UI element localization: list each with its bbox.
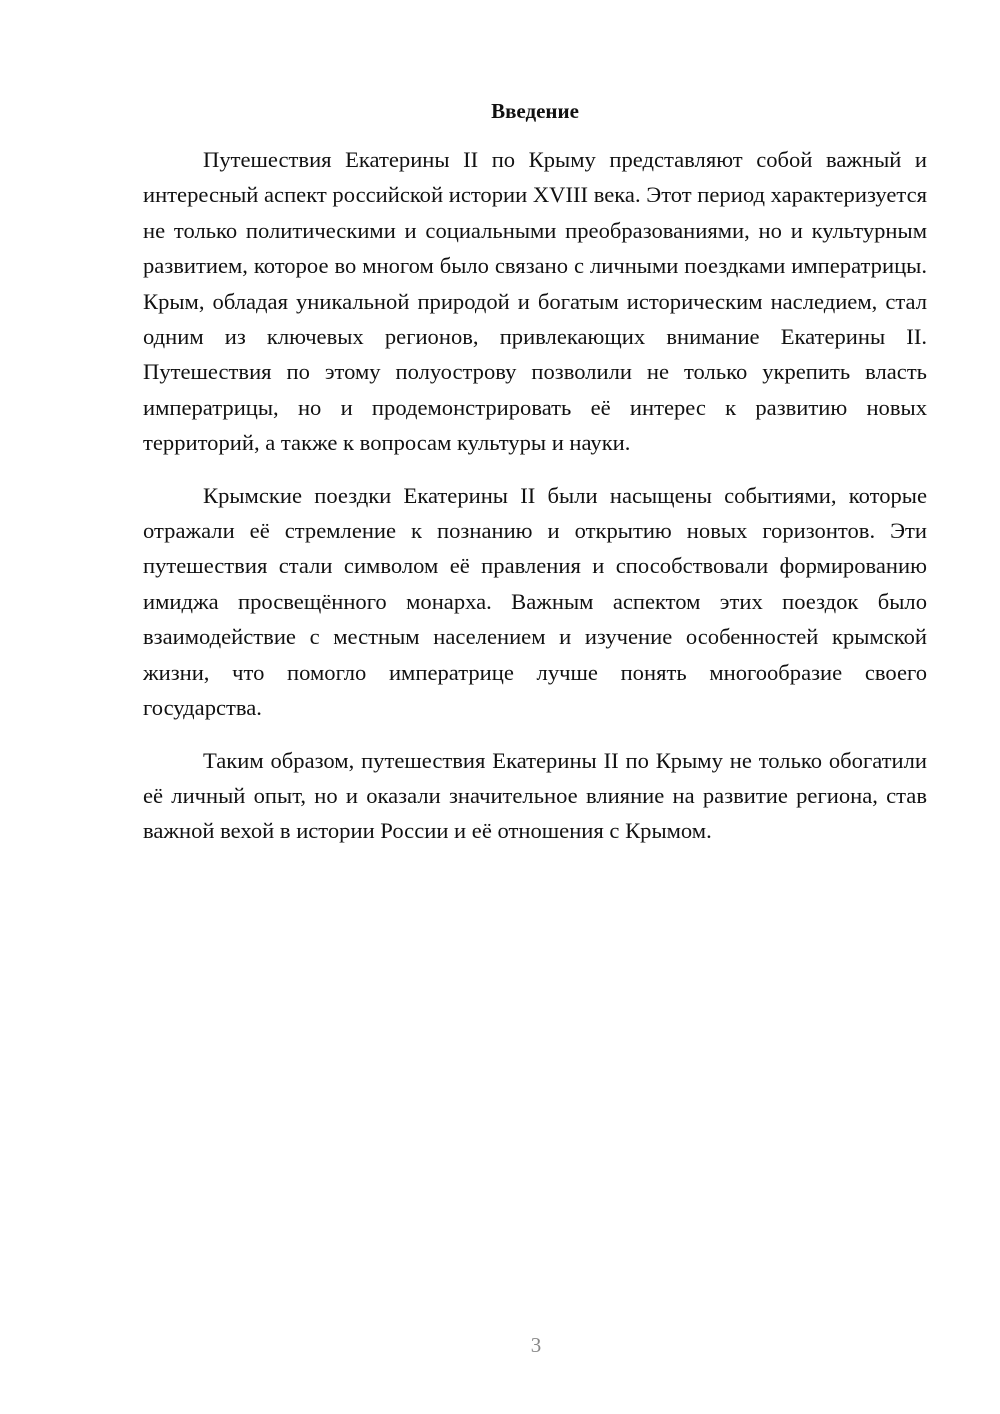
- section-heading: Введение: [491, 99, 579, 123]
- paragraph-1: Путешествия Екатерины II по Крыму представляют собой важный и интересный аспект российской истории XVIII века. Этот период характеризуется не только политическими и социальными преобразованиями, но и культурным развитием, которое во многом было связано с личными поездками императрицы. Крым, обладая уникальной природой и богатым историческим наследием, стал одним из ключевых регионов, привлекающих внимание Екатерины II. Путешествия по этому полуострову позволили не только укрепить власть императрицы, но и продемонстрировать её интерес к развитию новых территорий, а также к вопросам культуры и науки.: [143, 147, 927, 456]
- paragraph-2: Крымские поездки Екатерины II были насыщены событиями, которые отражали её стремление к познанию и открытию новых горизонтов. Эти путешествия стали символом её правления и способствовали формированию имиджа просвещённого монарха. Важным аспектом этих поездок было взаимодействие с местным населением и изучение особенностей крымской жизни, что помогло императрице лучше понять многообразие своего государства.: [143, 482, 927, 721]
- body-text: [143, 142, 927, 866]
- paragraph-3: Таким образом, путешествия Екатерины II по Крыму не только обогатили её личный опыт, но и оказали значительное влияние на развитие региона, став важной вехой в истории России и её отношения с Крымом.: [143, 747, 927, 844]
- page-number: 3: [530, 1333, 542, 1357]
